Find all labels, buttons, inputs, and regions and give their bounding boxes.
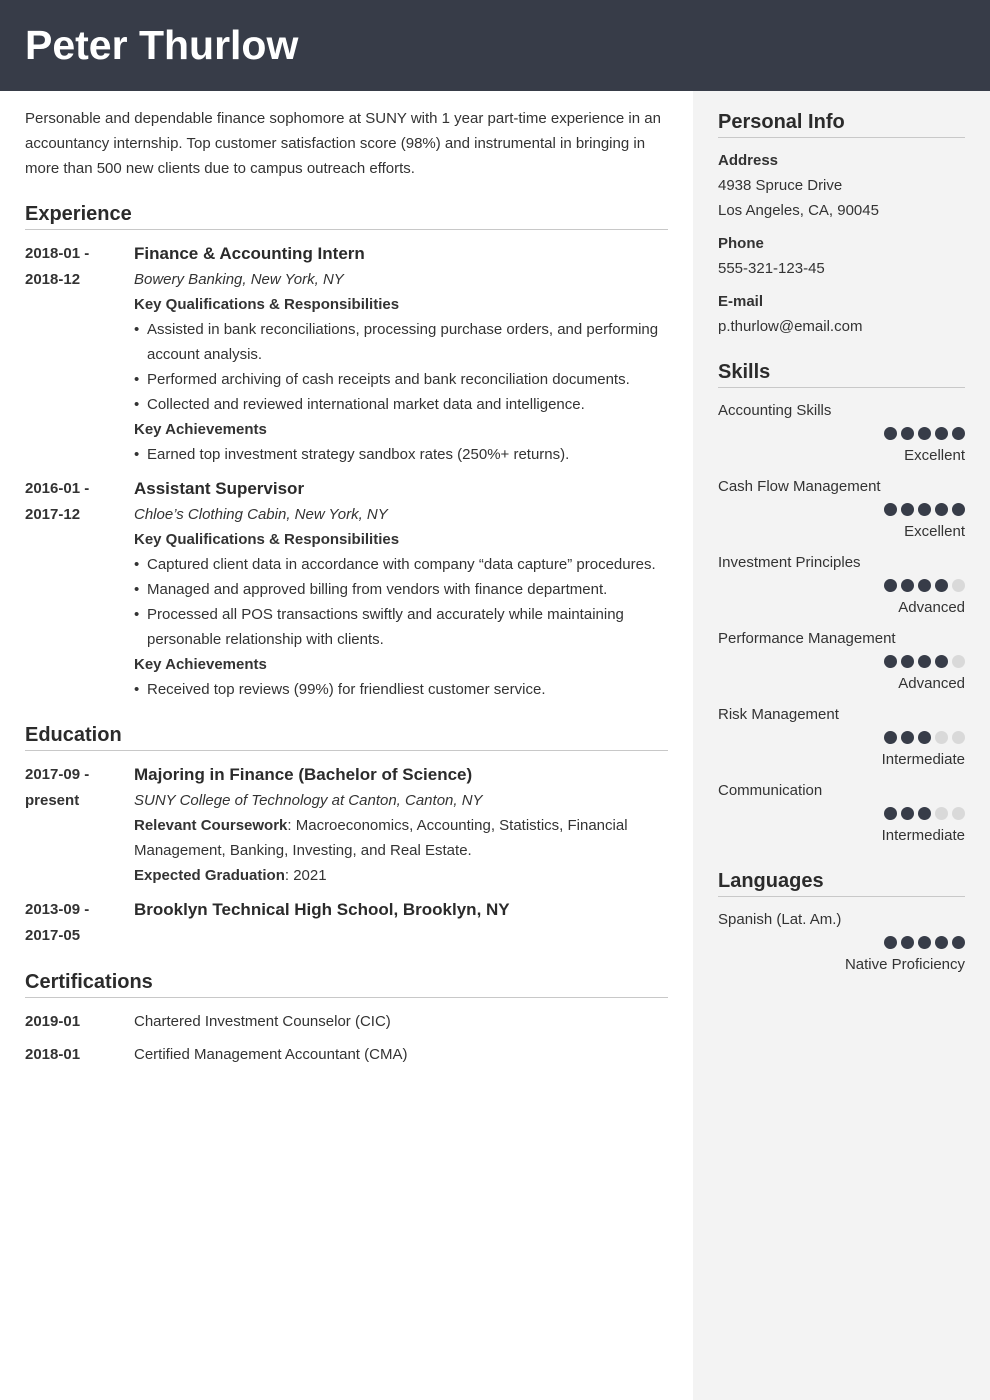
skill-item <box>718 550 965 620</box>
rating-dot-empty <box>952 807 965 820</box>
achievements-list <box>134 677 668 702</box>
responsibilities-label: Key Qualifications & Responsibilities <box>134 531 400 548</box>
list-item: • Collected and reviewed international market data and intelligence. <box>134 392 668 417</box>
responsibilities-label: Key Qualifications & Responsibilities <box>134 296 400 313</box>
cert-date: 2018-01 <box>25 1046 81 1063</box>
resume-header <box>0 0 990 91</box>
rating-dots <box>718 423 965 443</box>
experience-title: Experience <box>25 201 668 230</box>
date-start: 2013-09 - <box>25 901 90 918</box>
responsibilities-list <box>134 317 668 417</box>
date-end: 2017-05 <box>25 927 81 944</box>
skill-name: Performance Management <box>718 630 896 647</box>
list-item: • Processed all POS transactions swiftly and accurately while maintaining personable relationship with clients. <box>134 602 668 652</box>
entry-body <box>134 241 668 467</box>
graduation <box>134 863 668 888</box>
personal-info-title: Personal Info <box>718 109 965 138</box>
certifications-section <box>25 969 668 1067</box>
skill-name: Cash Flow Management <box>718 478 881 495</box>
email-label: E-mail <box>718 293 764 310</box>
achievements-list <box>134 442 668 467</box>
sidebar-content <box>718 109 965 977</box>
skill-level: Intermediate <box>881 751 965 768</box>
cert-name: Certified Management Accountant (CMA) <box>134 1046 408 1063</box>
rating-dot-filled <box>918 655 931 668</box>
rating-dot-filled <box>901 427 914 440</box>
cert-name: Chartered Investment Counselor (CIC) <box>134 1013 391 1030</box>
rating-dot-filled <box>952 427 965 440</box>
degree: Majoring in Finance (Bachelor of Science) <box>134 765 473 784</box>
rating-dot-filled <box>935 503 948 516</box>
skill-item <box>718 398 965 468</box>
rating-dot-filled <box>884 936 897 949</box>
list-item: • Captured client data in accordance with company “data capture” procedures. <box>134 552 668 577</box>
rating-dot-filled <box>918 936 931 949</box>
rating-dot-empty <box>952 655 965 668</box>
skill-level: Advanced <box>898 675 965 692</box>
entry-date <box>25 241 134 467</box>
rating-dot-filled <box>884 579 897 592</box>
rating-dot-empty <box>952 731 965 744</box>
education-title: Education <box>25 722 668 751</box>
rating-dot-filled <box>901 731 914 744</box>
languages-list <box>718 907 965 977</box>
date-start: 2018-01 - <box>25 245 90 262</box>
job-title: Finance & Accounting Intern <box>134 244 365 263</box>
rating-dot-filled <box>935 427 948 440</box>
rating-dot-filled <box>884 807 897 820</box>
rating-dots <box>718 651 965 671</box>
list-item: • Earned top investment strategy sandbox rates (250%+ returns). <box>134 442 668 467</box>
rating-dot-filled <box>901 503 914 516</box>
certification-item <box>25 1042 668 1067</box>
skill-name: Investment Principles <box>718 554 861 571</box>
rating-dot-filled <box>901 579 914 592</box>
rating-dot-filled <box>918 503 931 516</box>
experience-section <box>25 201 668 702</box>
entry-date <box>25 762 134 888</box>
achievements-label: Key Achievements <box>134 656 267 673</box>
date-start: 2016-01 - <box>25 480 90 497</box>
date-end: present <box>25 792 80 809</box>
skill-name: Communication <box>718 782 823 799</box>
experience-entry <box>25 476 668 702</box>
coursework-value: : Macroeconomics, Accounting, Statistics, Financial Management, Banking, Investing, and Real Estate. <box>134 817 628 859</box>
graduation-value: : 2021 <box>284 867 327 884</box>
entry-body <box>134 476 668 702</box>
skill-name: Risk Management <box>718 706 839 723</box>
skill-level: Excellent <box>904 523 965 540</box>
language-level: Native Proficiency <box>844 956 965 973</box>
rating-dot-filled <box>935 579 948 592</box>
rating-dot-filled <box>901 655 914 668</box>
rating-dot-empty <box>935 807 948 820</box>
education-entry <box>25 897 668 949</box>
entry-body <box>134 897 668 949</box>
skills-title: Skills <box>718 359 965 388</box>
skill-level: Excellent <box>904 447 965 464</box>
rating-dot-filled <box>884 731 897 744</box>
entry-date <box>25 476 134 702</box>
rating-dot-filled <box>935 936 948 949</box>
phone-value: 555-321-123-45 <box>718 260 825 277</box>
coursework <box>134 813 668 863</box>
rating-dot-filled <box>918 731 931 744</box>
rating-dot-filled <box>952 503 965 516</box>
list-item: • Performed archiving of cash receipts and bank reconciliation documents. <box>134 367 668 392</box>
skill-item <box>718 702 965 772</box>
skill-level: Advanced <box>898 599 965 616</box>
sidebar <box>693 91 990 1400</box>
education-section <box>25 722 668 949</box>
rating-dot-filled <box>884 427 897 440</box>
rating-dot-filled <box>901 807 914 820</box>
language-name: Spanish (Lat. Am.) <box>718 911 842 928</box>
skill-item <box>718 474 965 544</box>
employer: Bowery Banking, New York, NY <box>134 271 344 288</box>
languages-title: Languages <box>718 868 965 897</box>
language-item <box>718 907 965 977</box>
candidate-name: Peter Thurlow <box>25 22 299 68</box>
rating-dots <box>718 499 965 519</box>
rating-dot-filled <box>952 936 965 949</box>
rating-dot-empty <box>935 731 948 744</box>
date-end: 2017-12 <box>25 506 81 523</box>
rating-dot-filled <box>918 427 931 440</box>
main-column <box>25 106 668 1067</box>
skill-item <box>718 778 965 848</box>
school: SUNY College of Technology at Canton, Canton, NY <box>134 792 483 809</box>
date-start: 2017-09 - <box>25 766 90 783</box>
list-item: • Received top reviews (99%) for friendliest customer service. <box>134 677 668 702</box>
entry-date <box>25 897 134 949</box>
graduation-label: Expected Graduation <box>134 867 285 884</box>
experience-entry <box>25 241 668 467</box>
rating-dot-filled <box>884 503 897 516</box>
skill-level: Intermediate <box>881 827 965 844</box>
rating-dot-filled <box>918 579 931 592</box>
entry-body <box>134 762 668 888</box>
rating-dots <box>718 727 965 747</box>
rating-dot-filled <box>884 655 897 668</box>
summary: Personable and dependable finance sophomore at SUNY with 1 year part-time experience in an accountancy internship. Top customer satisfaction score (98%) and instrumental in bringing in more than 500 new clients due to campus outreach efforts. <box>25 110 661 177</box>
date-end: 2018-12 <box>25 271 81 288</box>
coursework-label: Relevant Coursework <box>134 817 288 834</box>
responsibilities-list <box>134 552 668 652</box>
job-title: Assistant Supervisor <box>134 479 305 498</box>
skill-name: Accounting Skills <box>718 402 832 419</box>
cert-date: 2019-01 <box>25 1013 81 1030</box>
education-entry <box>25 762 668 888</box>
email-value: p.thurlow@email.com <box>718 318 863 335</box>
certification-item <box>25 1009 668 1034</box>
rating-dots <box>718 803 965 823</box>
rating-dot-empty <box>952 579 965 592</box>
phone-label: Phone <box>718 235 764 252</box>
skill-item <box>718 626 965 696</box>
certifications-title: Certifications <box>25 969 668 998</box>
rating-dot-filled <box>918 807 931 820</box>
address-line1: 4938 Spruce Drive <box>718 177 843 194</box>
rating-dots <box>718 575 965 595</box>
degree: Brooklyn Technical High School, Brooklyn, NY <box>134 900 510 919</box>
employer: Chloe’s Clothing Cabin, New York, NY <box>134 506 388 523</box>
skills-list <box>718 398 965 848</box>
rating-dot-filled <box>901 936 914 949</box>
address-line2: Los Angeles, CA, 90045 <box>718 202 879 219</box>
achievements-label: Key Achievements <box>134 421 267 438</box>
list-item: • Managed and approved billing from vendors with finance department. <box>134 577 668 602</box>
rating-dot-filled <box>935 655 948 668</box>
list-item: • Assisted in bank reconciliations, processing purchase orders, and performing account analysis. <box>134 317 668 367</box>
rating-dots <box>718 932 965 952</box>
address-label: Address <box>718 152 779 169</box>
